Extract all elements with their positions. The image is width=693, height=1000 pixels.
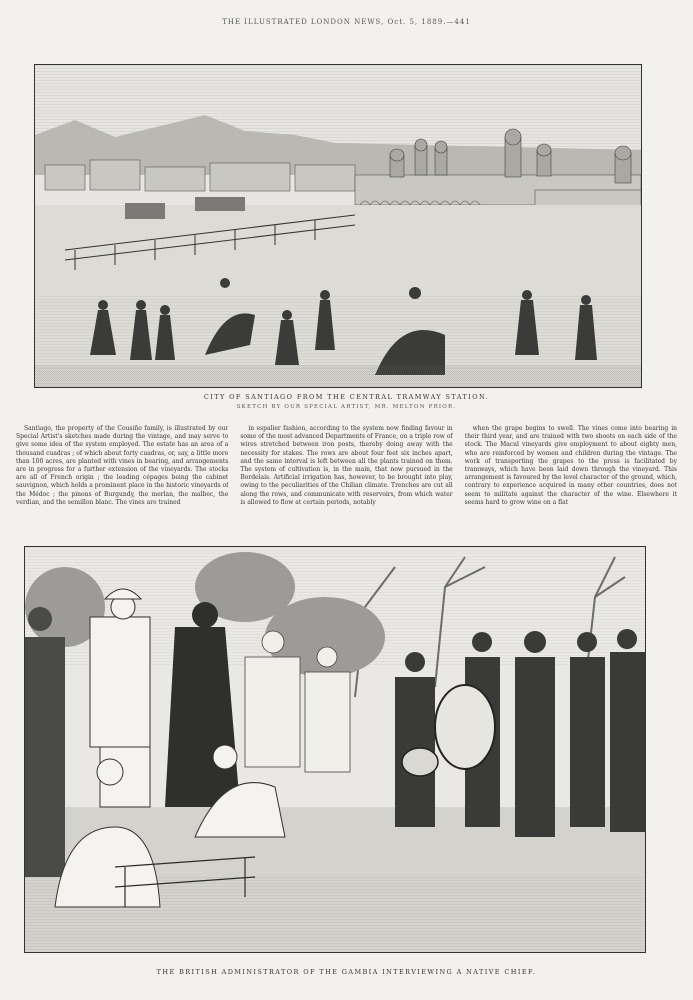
article-paragraph: in espalier fashion, according to the system now finding favour in some of the most advanced Departments of France, on a triple row of wires stretched between iron posts, thereby doing away with the necessity for stakes. The rows are about four feet six inches apart, and the same interval is left between all the plants trained on them. The system of cultivation is, in the main, that now pursued in the Bordelais. Artificial irrigation has, however, to be brought into play, owing to the peculiarities of the Chilian climate. Trenches are cut all along the rows, and communicate with reservoirs, from which water is allowed to flow at certain periods, notably — [240, 425, 453, 506]
article-column-1 — [16, 425, 228, 525]
running-head: THE ILLUSTRATED LONDON NEWS, Oct. 5, 1889.—441 — [222, 18, 471, 26]
top-plate-caption: CITY OF SANTIAGO FROM THE CENTRAL TRAMWAY STATION. — [203, 393, 490, 401]
gambia-engraving — [24, 546, 646, 953]
article-columns — [16, 425, 677, 525]
article-column-2 — [240, 425, 452, 525]
article-paragraph: when the grape begins to swell. The vines come into bearing in their third year, and are trained with two shoots on each side of the stock. The Macul vineyards give employment to about eighty men, who are reinforced by women and children during the vintage. The work of transporting the grapes to the press is facilitated by tramways, which have been laid down through the vineyard. This arrangement is favoured by the level character of the ground, which, contrary to experience acquired in many other countries, does not seem to militate against the character of the wine. Elsewhere it seems hard to grow wine on a flat — [464, 425, 677, 506]
santiago-engraving — [34, 64, 642, 388]
bottom-plate-caption: THE BRITISH ADMINISTRATOR OF THE GAMBIA INTERVIEWING A NATIVE CHIEF. — [156, 968, 537, 976]
article-paragraph: Santiago, the property of the Cousiño family, is illustrated by our Special Artist's sketches made during the vintage, and may serve to give some idea of the system employed. The estate has an area of a thousand cuadras ; of which about forty cuadras, or, say, a little more than 100 acres, are planted with vines in bearing, and arrangements are in progress for a further extension of the vineyards. The stocks are all of French origin ; the leading cépages being the cabinet sauvignon, which holds a prominent place in the historic vineyards of the Médoc ; the pinons of Burgundy, the merlan, the malbec, the verdian, and the semillon blanc. The vines are trained — [16, 425, 229, 506]
article-column-3 — [465, 425, 677, 525]
top-plate-subcaption: SKETCH BY OUR SPECIAL ARTIST, MR. MELTON PRIOR. — [236, 404, 457, 410]
